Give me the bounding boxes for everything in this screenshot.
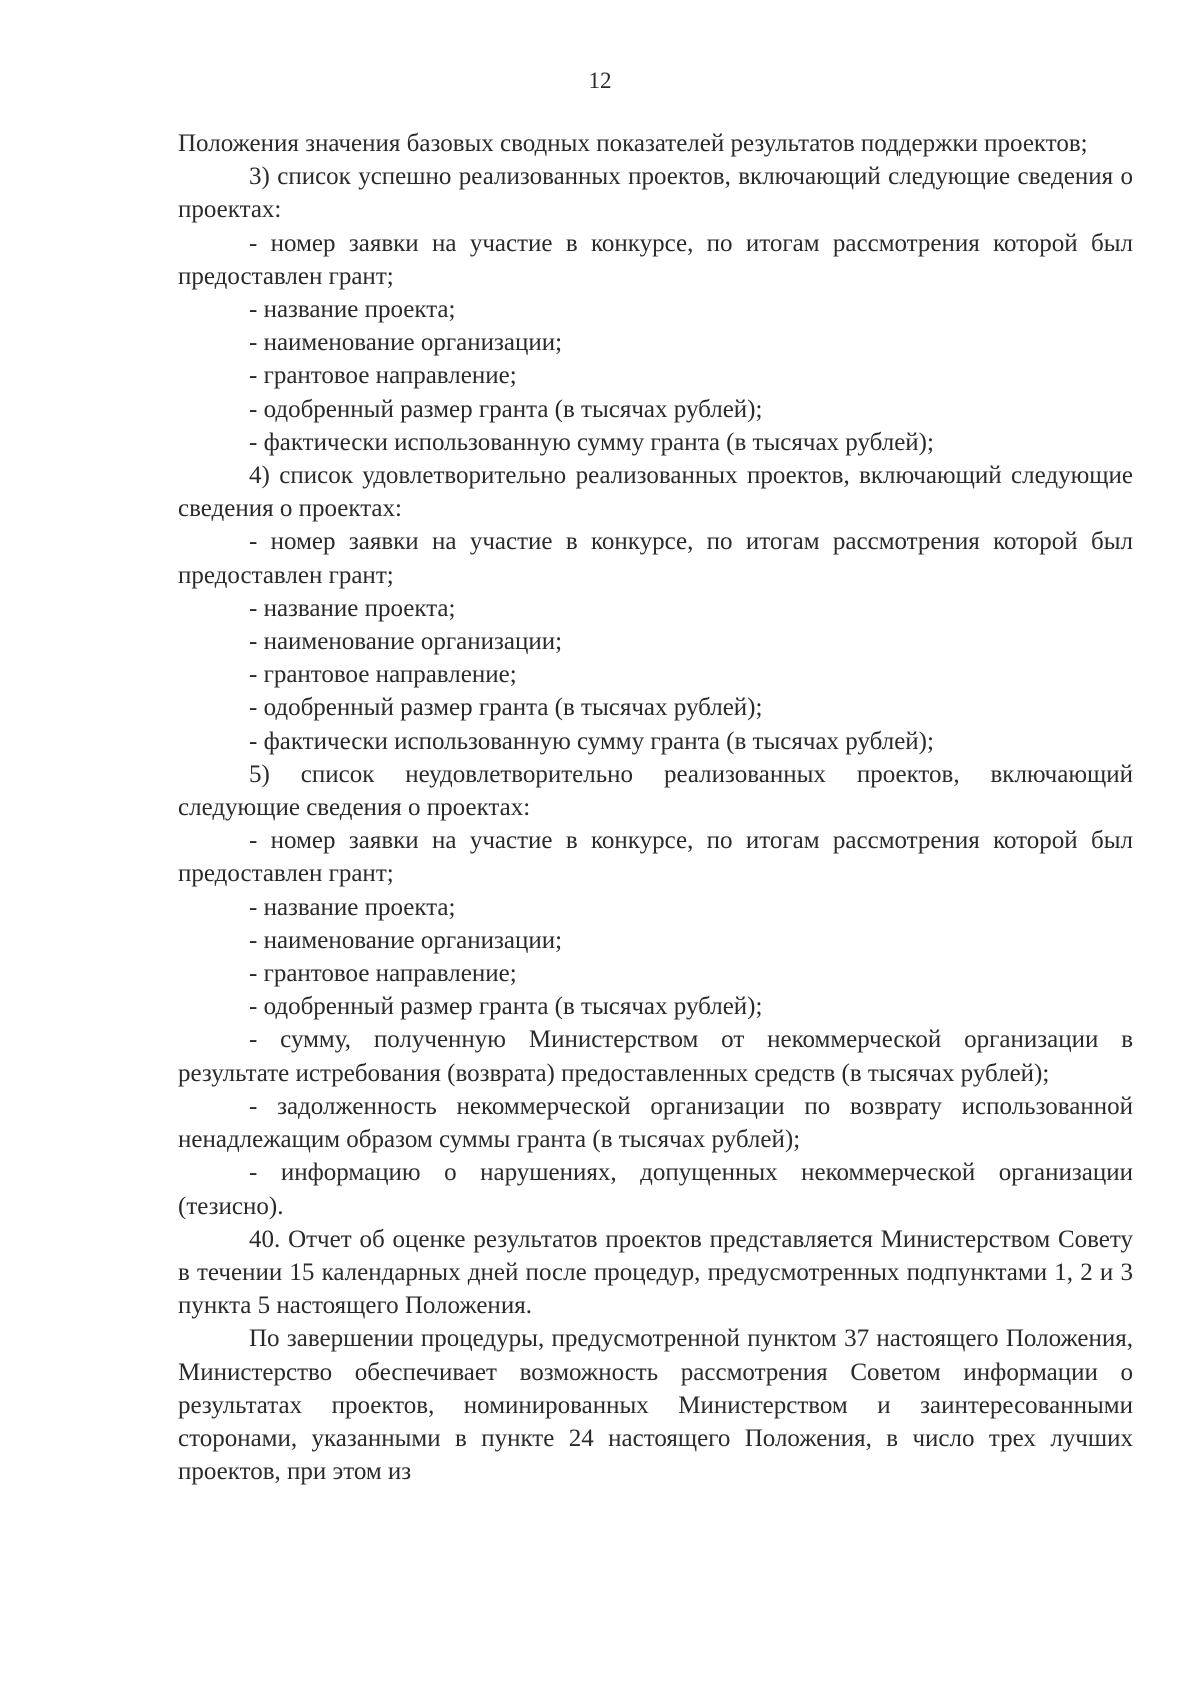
bullet-item: - сумму, полученную Министерством от некоммерческой организации в результате истребования (возврата) предоставленных средств (в тысячах рублей); [178, 1026, 1133, 1087]
document-body [178, 127, 1133, 1488]
bullet-item: - информацию о нарушениях, допущенных некоммерческой организации (тезисно). [178, 1159, 1133, 1220]
clause-40: 40. Отчет об оценке результатов проектов представляется Министерством Совету в течении 15 календарных дней после процедур, предусмотренных подпунктами 1, 2 и 3 пункта 5 настоящего Положения. [178, 1225, 1133, 1320]
page-number: 12 [588, 68, 612, 93]
paragraph: По завершении процедуры, предусмотренной пунктом 37 настоящего Положения, Министерство обеспечивает возможность рассмотрения Советом информации о результатах проектов, номинированных Министерством и заинтересованными сторонами, указанными в пункте 24 настоящего Положения, в число трех лучших проектов, при этом из [178, 1325, 1133, 1486]
bullet-item: - одобренный размер гранта (в тысячах рублей); [249, 395, 763, 423]
bullet-item: - название проекта; [249, 893, 456, 921]
list-item-4: 4) список удовлетворительно реализованных проектов, включающий следующие сведения о проектах: [178, 462, 1133, 523]
paragraph: Положения значения базовых сводных показателей результатов поддержки проектов; [178, 130, 1088, 157]
bullet-item: - грантовое направление; [249, 661, 517, 689]
bullet-item: - грантовое направление; [249, 960, 517, 988]
bullet-item: - одобренный размер гранта (в тысячах рублей); [249, 694, 763, 722]
bullet-item: - наименование организации; [249, 926, 563, 954]
list-item-5: 5) список неудовлетворительно реализованных проектов, включающий следующие сведения о проектах: [178, 760, 1133, 822]
bullet-item: - грантовое направление; [249, 362, 517, 390]
bullet-item: - название проекта; [249, 296, 456, 324]
bullet-item: - одобренный размер гранта (в тысячах рублей); [249, 993, 763, 1021]
bullet-item: - фактически использованную сумму гранта (в тысячах рублей); [249, 727, 934, 755]
bullet-item: - фактически использованную сумму гранта (в тысячах рублей); [249, 428, 934, 456]
list-item-3: 3) список успешно реализованных проектов, включающий следующие сведения о проектах: [178, 163, 1133, 224]
bullet-item: - номер заявки на участие в конкурсе, по итогам рассмотрения которой был предоставлен грант; [178, 229, 1133, 290]
bullet-item: - задолженность некоммерческой организации по возврату использованной ненадлежащим образом суммы гранта (в тысячах рублей); [178, 1092, 1133, 1154]
bullet-item: - наименование организации; [249, 628, 563, 656]
bullet-item: - номер заявки на участие в конкурсе, по итогам рассмотрения которой был предоставлен грант; [178, 528, 1133, 589]
bullet-item: - наименование организации; [249, 329, 563, 357]
bullet-item: - номер заявки на участие в конкурсе, по итогам рассмотрения которой был предоставлен грант; [178, 827, 1133, 888]
bullet-item: - название проекта; [249, 594, 456, 622]
